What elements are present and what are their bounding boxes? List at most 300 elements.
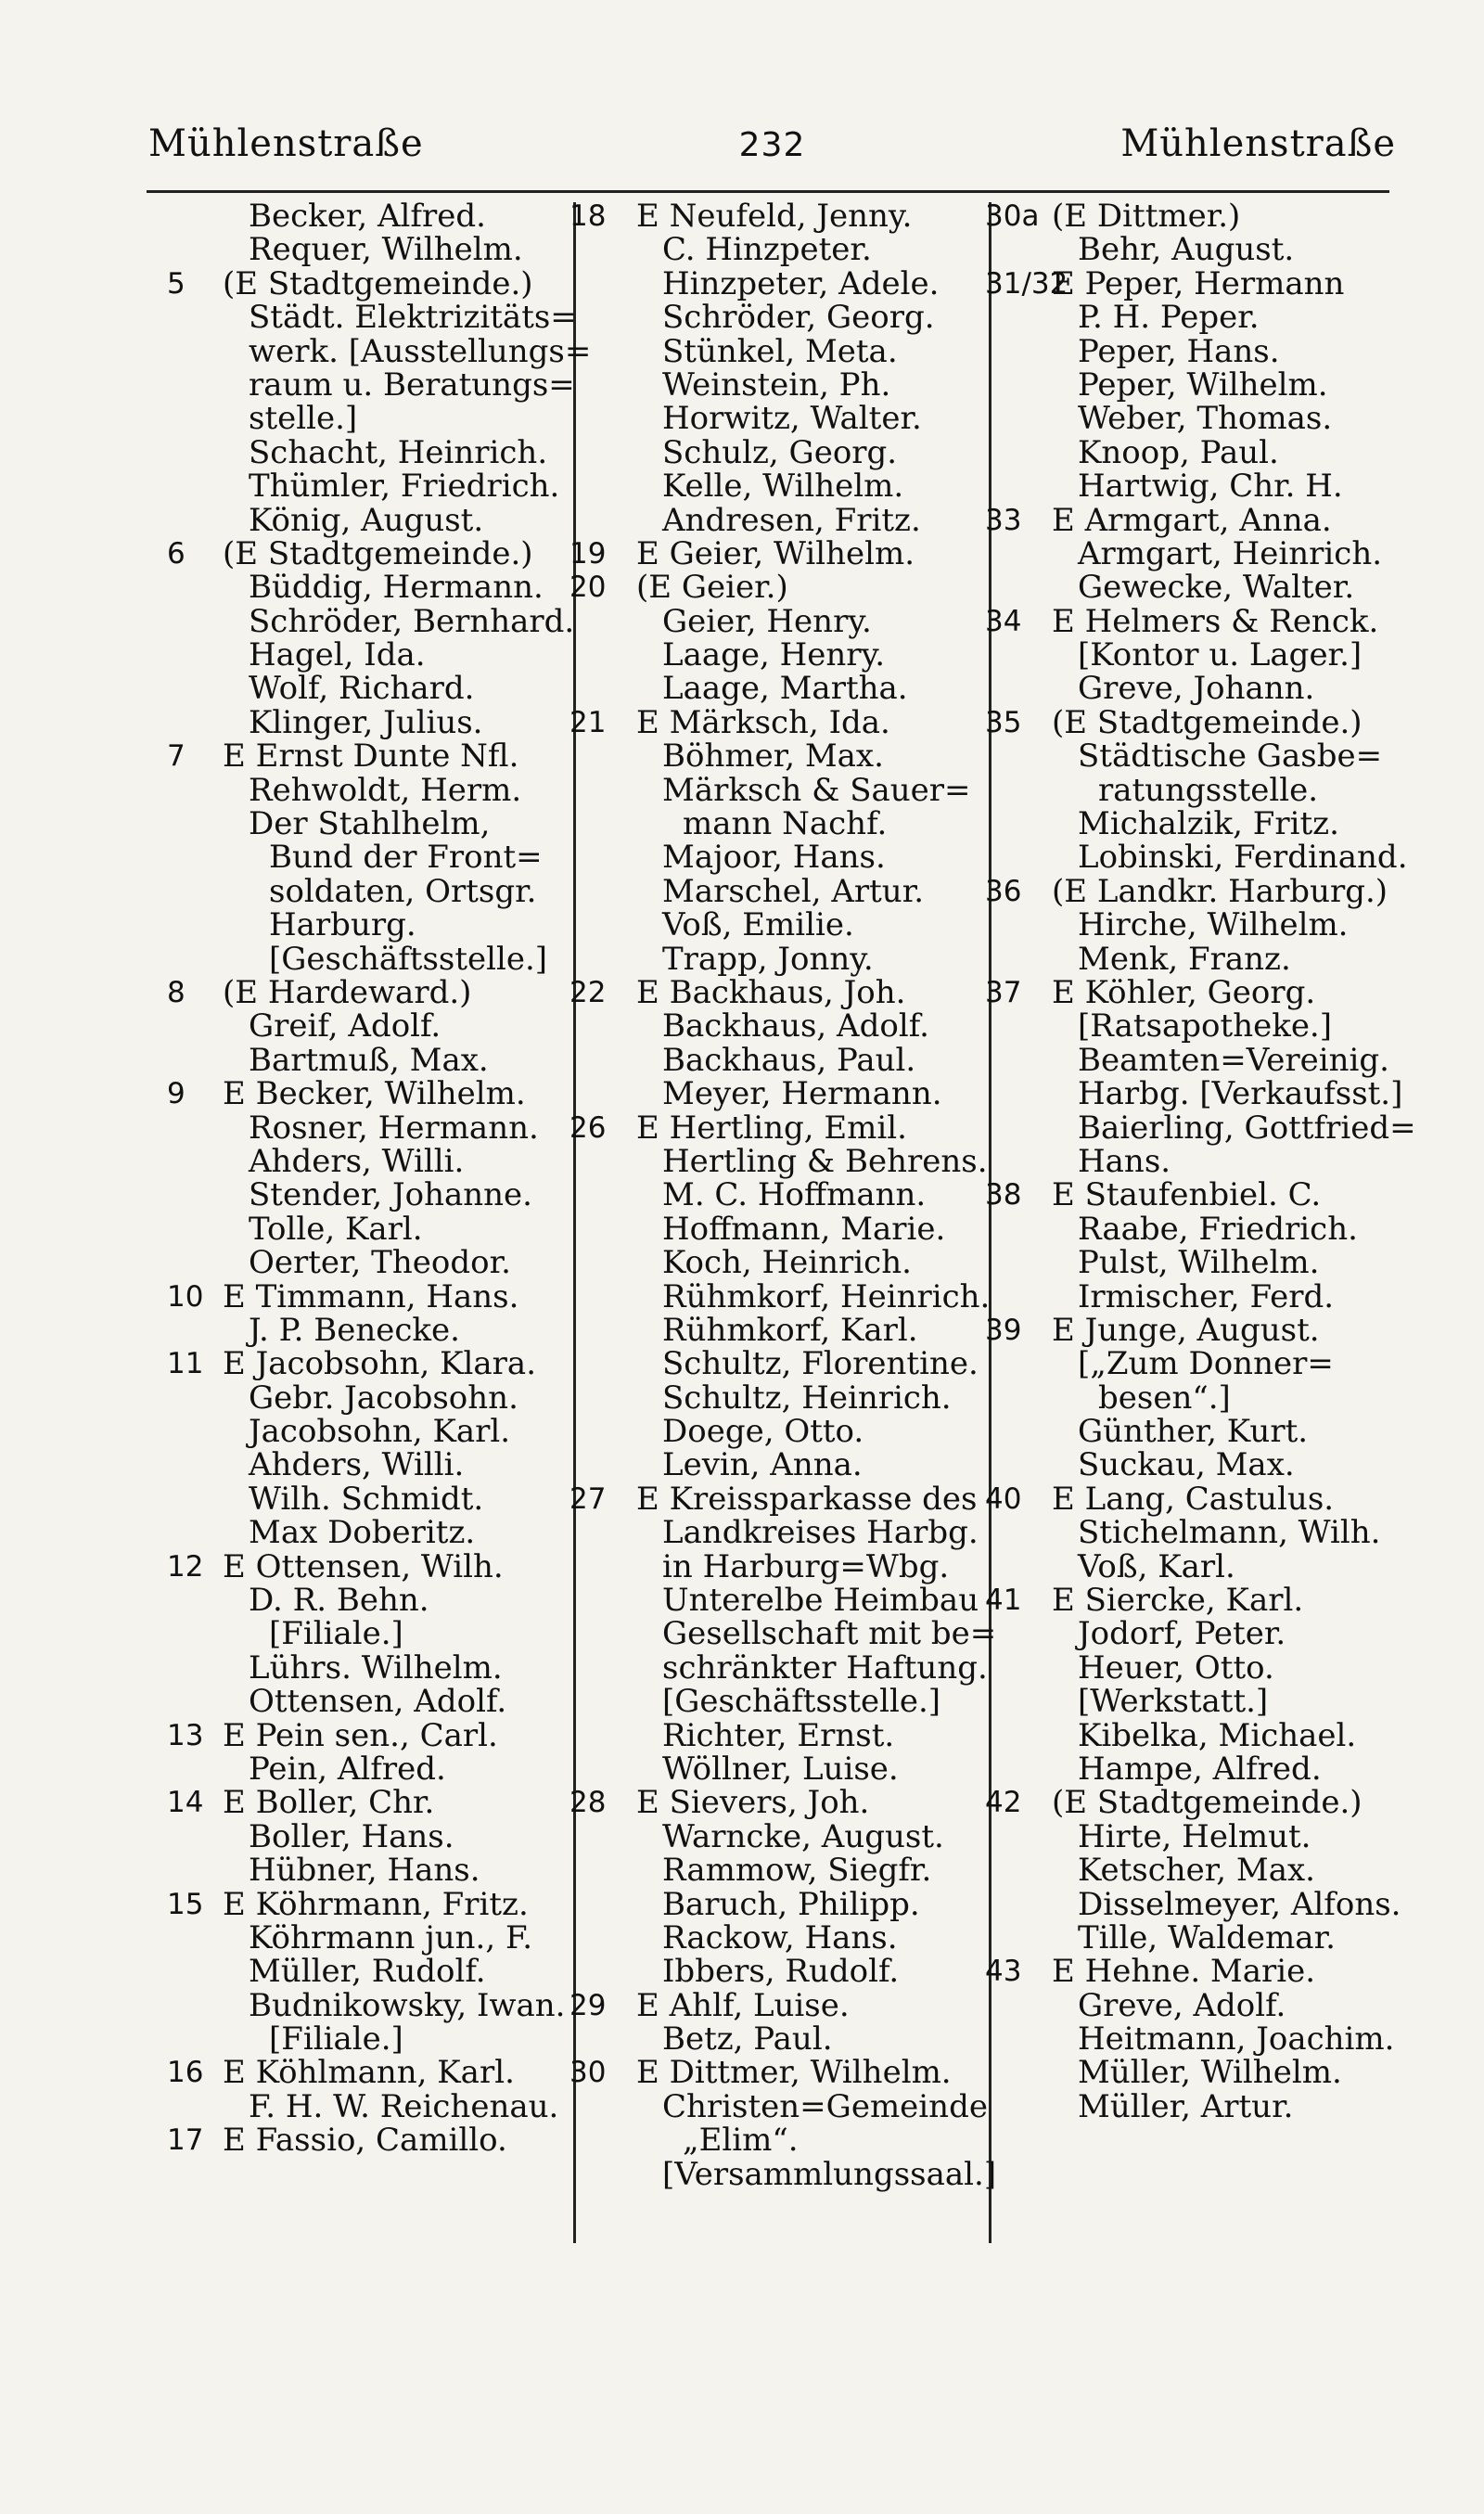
resident-name: Köhrmann jun., F.: [249, 1918, 533, 1956]
house-number: 21: [569, 705, 607, 739]
resident-name: ratungsstelle.: [1098, 771, 1319, 809]
resident-name: C. Hinzpeter.: [662, 231, 872, 269]
resident-name: Müller, Artur.: [1078, 2087, 1294, 2125]
directory-entry: [156, 569, 555, 607]
resident-name: Rammow, Siegfr.: [662, 1852, 932, 1890]
resident-name: Tolle, Karl.: [249, 1210, 423, 1248]
directory-entry: [156, 1075, 555, 1113]
directory-entry: [985, 501, 1393, 539]
directory-entry: [569, 670, 978, 708]
directory-entry: [985, 1716, 1393, 1754]
resident-name: E Pein sen., Carl.: [223, 1716, 498, 1754]
directory-entry: [985, 1683, 1393, 1721]
directory-entry: [156, 703, 555, 741]
directory-entry: [156, 805, 555, 843]
resident-name: „Elim“.: [683, 2122, 799, 2160]
directory-entry: [569, 638, 978, 672]
house-number: 27: [569, 1481, 607, 1516]
resident-name: Becker, Alfred.: [249, 198, 486, 235]
directory-entry: [156, 1345, 555, 1383]
resident-name: (E Landkr. Harburg.): [1052, 872, 1388, 910]
resident-name: E Helmers & Renck.: [1052, 602, 1379, 640]
directory-entry: [985, 569, 1393, 607]
directory-entry: [156, 1482, 555, 1516]
page-number: 232: [738, 126, 806, 164]
directory-entry: [985, 1142, 1393, 1180]
resident-name: Koch, Heinrich.: [662, 1244, 912, 1282]
directory-entry: [985, 1852, 1393, 1890]
resident-name: Städt. Elektrizitäts=: [249, 299, 577, 337]
resident-name: raum u. Beratungs=: [249, 366, 575, 404]
resident-name: Wöllner, Luise.: [662, 1750, 899, 1788]
directory-entry: [156, 1615, 555, 1653]
resident-name: [Kontor u. Lager.]: [1078, 636, 1362, 674]
directory-entry: [156, 638, 555, 672]
resident-name: [Filiale.]: [269, 1615, 403, 1653]
resident-name: Boller, Hans.: [249, 1817, 454, 1855]
house-number: 5: [167, 266, 186, 301]
directory-entry: [156, 1752, 555, 1786]
directory-entry: [569, 1547, 978, 1585]
resident-name: Landkreises Harbg.: [662, 1514, 979, 1552]
house-number: 43: [985, 1955, 1022, 1989]
directory-entry: [985, 231, 1393, 269]
resident-name: Ketscher, Max.: [1078, 1852, 1315, 1890]
house-number: 30a: [985, 199, 1040, 233]
directory-entry: [156, 973, 555, 1011]
resident-name: Jodorf, Peter.: [1078, 1615, 1286, 1653]
resident-name: Trapp, Jonny.: [662, 940, 874, 978]
resident-name: Horwitz, Walter.: [662, 400, 922, 438]
house-number: 22: [569, 975, 607, 1009]
directory-entry: [569, 1716, 978, 1754]
resident-name: E Ahlf, Luise.: [636, 1986, 850, 2024]
resident-name: E Hehne. Marie.: [1052, 1953, 1316, 1991]
resident-name: E Ernst Dunte Nfl.: [223, 738, 519, 776]
resident-name: E Boller, Chr.: [223, 1784, 435, 1822]
directory-entry: [985, 1413, 1393, 1451]
house-number: 9: [167, 1077, 186, 1111]
column-2: [569, 198, 997, 2193]
directory-entry: [156, 1547, 555, 1585]
house-number: 38: [985, 1178, 1022, 1212]
directory-entry: [156, 1178, 555, 1212]
resident-name: Marschel, Artur.: [662, 872, 925, 910]
directory-entry: [156, 1953, 555, 1991]
directory-entry: [156, 1111, 555, 1145]
directory-entry: [156, 1514, 555, 1552]
house-number: 37: [985, 975, 1022, 1009]
house-number: 15: [167, 1887, 204, 1921]
house-number: 19: [569, 536, 607, 571]
header-rule: [147, 190, 1389, 193]
resident-name: Lührs. Wilhelm.: [249, 1648, 503, 1687]
resident-name: Max Doberitz.: [249, 1514, 476, 1552]
resident-name: Voß, Emilie.: [662, 906, 854, 944]
resident-name: Warncke, August.: [662, 1817, 944, 1855]
directory-entry: [156, 1413, 555, 1451]
resident-name: E Ottensen, Wilh.: [223, 1547, 504, 1585]
resident-name: Rackow, Hans.: [662, 1918, 898, 1956]
directory-entry: [569, 1041, 978, 1079]
resident-name: E Dittmer, Wilhelm.: [636, 2054, 952, 2092]
directory-entry: [985, 1953, 1393, 1991]
directory-entry: [569, 1514, 979, 1552]
resident-name: Gebr. Jacobsohn.: [249, 1379, 518, 1417]
directory-entry: [156, 1716, 555, 1754]
resident-name: schränkter Haftung.: [662, 1648, 988, 1687]
resident-name: (E Hardeward.): [223, 973, 472, 1011]
directory-entry: [985, 199, 1393, 233]
resident-name: E Geier, Wilhelm.: [636, 534, 915, 572]
directory-entry: [985, 264, 1393, 302]
directory-entry: [156, 1852, 555, 1890]
directory-entry: [156, 1986, 566, 2024]
resident-name: Weber, Thomas.: [1078, 400, 1333, 438]
resident-name: Requer, Wilhelm.: [249, 231, 523, 269]
resident-name: Kelle, Wilhelm.: [662, 468, 904, 506]
directory-entry: [156, 1142, 555, 1180]
directory-entry: [569, 1648, 988, 1687]
directory-entry: [569, 264, 978, 302]
directory-entry: [985, 1885, 1401, 1923]
directory-entry: [569, 1381, 978, 1415]
resident-name: Der Stahlhelm,: [249, 805, 491, 843]
directory-entry: [156, 2054, 555, 2092]
house-number: 42: [985, 1786, 1022, 1820]
house-number: 41: [985, 1584, 1022, 1618]
house-number: 39: [985, 1313, 1022, 1347]
directory-entry: [985, 940, 1393, 978]
directory-entry: [985, 1648, 1393, 1687]
resident-name: Klinger, Julius.: [249, 703, 483, 741]
directory-entry: [569, 1277, 991, 1315]
directory-entry: [985, 638, 1393, 672]
directory-entry: [569, 1413, 978, 1451]
house-number: 12: [167, 1549, 204, 1584]
resident-name: Rühmkorf, Heinrich.: [662, 1277, 991, 1315]
directory-entry: [985, 2020, 1395, 2059]
directory-entry: [569, 199, 978, 233]
resident-name: Harbg. [Verkaufsst.]: [1078, 1075, 1403, 1113]
resident-name: Böhmer, Max.: [662, 738, 884, 776]
resident-name: Peper, Hans.: [1078, 332, 1280, 370]
directory-entry: [569, 400, 978, 438]
house-number: 40: [985, 1481, 1022, 1516]
directory-entry: [156, 400, 555, 438]
resident-name: Backhaus, Adolf.: [662, 1007, 929, 1045]
directory-entry: [985, 670, 1393, 708]
directory-entry: [156, 1244, 555, 1282]
directory-entry: [985, 602, 1393, 640]
directory-entry: [985, 299, 1393, 337]
directory-entry: [569, 2087, 988, 2125]
resident-name: Wilh. Schmidt.: [249, 1480, 484, 1518]
resident-name: Schacht, Heinrich.: [249, 433, 548, 471]
directory-entry: [569, 569, 978, 607]
resident-name: Büddig, Hermann.: [249, 569, 544, 607]
resident-name: mann Nachf.: [683, 805, 888, 843]
directory-entry: [569, 940, 978, 978]
directory-entry: [569, 771, 978, 809]
resident-name: Schröder, Georg.: [662, 299, 935, 337]
directory-entry: [985, 1817, 1393, 1855]
resident-name: Heuer, Otto.: [1078, 1648, 1274, 1687]
resident-name: Tille, Waldemar.: [1078, 1918, 1336, 1956]
resident-name: Greve, Johann.: [1078, 670, 1315, 708]
resident-name: Budnikowsky, Iwan.: [249, 1986, 566, 2024]
directory-entry: [156, 501, 555, 539]
directory-entry: [985, 1547, 1393, 1585]
header-street-left: Mühlenstraße: [148, 122, 424, 165]
directory-entry: [569, 1142, 988, 1180]
directory-entry: [156, 264, 555, 302]
directory-entry: [156, 1212, 555, 1246]
resident-name: E Staufenbiel. C.: [1052, 1176, 1322, 1214]
directory-entry: [569, 973, 978, 1011]
resident-name: Rosner, Hermann.: [249, 1109, 539, 1147]
resident-name: Pein, Alfred.: [249, 1750, 446, 1788]
resident-name: Hampe, Alfred.: [1078, 1750, 1322, 1788]
directory-entry: [156, 940, 555, 978]
resident-name: Wolf, Richard.: [249, 670, 475, 708]
directory-entry: [985, 1311, 1393, 1349]
resident-name: Pulst, Wilhelm.: [1078, 1244, 1320, 1282]
directory-entry: [569, 602, 978, 640]
resident-name: soldaten, Ortsgr.: [269, 872, 537, 910]
directory-entry: [569, 433, 978, 471]
resident-name: Disselmeyer, Alfons.: [1078, 1885, 1401, 1923]
directory-entry: [569, 501, 978, 539]
directory-entry: [569, 1885, 978, 1923]
house-number: 7: [167, 739, 186, 774]
directory-entry: [156, 199, 555, 233]
house-number: 10: [167, 1279, 204, 1314]
resident-name: Greve, Adolf.: [1078, 1986, 1286, 2024]
resident-name: Suckau, Max.: [1078, 1446, 1295, 1484]
resident-name: Voß, Karl.: [1078, 1547, 1235, 1585]
directory-entry: [156, 1009, 555, 1043]
resident-name: Gewecke, Walter.: [1078, 569, 1355, 607]
resident-name: Hans.: [1078, 1142, 1171, 1180]
directory-entry: [985, 703, 1393, 741]
directory-entry: [569, 1075, 978, 1113]
resident-name: Märksch & Sauer=: [662, 771, 971, 809]
directory-entry: [156, 2087, 559, 2125]
house-number: 16: [167, 2056, 204, 2090]
directory-entry: [985, 433, 1393, 471]
directory-entry: [569, 738, 978, 776]
resident-name: Ibbers, Rudolf.: [662, 1953, 900, 1991]
directory-entry: [156, 433, 555, 471]
directory-entry: [985, 1514, 1393, 1552]
resident-name: Backhaus, Paul.: [662, 1041, 916, 1079]
directory-entry: [156, 1582, 555, 1620]
column-3: [985, 198, 1416, 2125]
header-street-right: Mühlenstraße: [1120, 122, 1396, 165]
resident-name: E Peper, Hermann: [1052, 264, 1345, 302]
resident-name: Ottensen, Adolf.: [249, 1683, 507, 1721]
resident-name: Baierling, Gottfried=: [1078, 1109, 1416, 1147]
directory-entry: [569, 1212, 978, 1246]
resident-name: Bund der Front=: [269, 839, 543, 877]
directory-entry: [156, 1784, 555, 1822]
directory-entry: [985, 738, 1393, 776]
directory-entry: [985, 468, 1393, 506]
directory-entry: [985, 908, 1393, 942]
directory-entry: [156, 1446, 555, 1484]
resident-name: E Junge, August.: [1052, 1311, 1320, 1349]
directory-entry: [985, 2054, 1393, 2092]
resident-name: [Versammlungssaal.]: [662, 2155, 997, 2193]
house-number: 31/32: [985, 266, 1068, 301]
resident-name: Levin, Anna.: [662, 1446, 863, 1484]
house-number: 29: [569, 1988, 607, 2022]
resident-name: E Köhler, Georg.: [1052, 973, 1316, 1011]
resident-name: Baruch, Philipp.: [662, 1885, 920, 1923]
resident-name: Müller, Rudolf.: [249, 1953, 486, 1991]
resident-name: Hagel, Ida.: [249, 636, 426, 674]
directory-entry: [569, 839, 978, 877]
directory-entry: [156, 738, 555, 776]
directory-entry: [156, 1311, 555, 1349]
resident-name: E Armgart, Anna.: [1052, 501, 1332, 539]
resident-name: [Geschäftsstelle.]: [662, 1683, 941, 1721]
directory-entry: [156, 1817, 555, 1855]
directory-entry: [569, 1482, 978, 1516]
directory-entry: [156, 332, 592, 370]
directory-entry: [156, 468, 560, 506]
resident-name: Hertling & Behrens.: [662, 1142, 988, 1180]
resident-name: (E Dittmer.): [1052, 198, 1241, 235]
directory-entry: [156, 231, 555, 269]
resident-name: Andresen, Fritz.: [662, 501, 921, 539]
house-number: 20: [569, 571, 607, 605]
directory-entry: [156, 1885, 555, 1923]
directory-entry: [985, 1178, 1393, 1212]
resident-name: (E Stadtgemeinde.): [223, 264, 533, 302]
resident-name: Bartmuß, Max.: [249, 1041, 489, 1079]
resident-name: Majoor, Hans.: [662, 839, 886, 877]
resident-name: Harburg.: [269, 906, 416, 944]
resident-name: stelle.]: [249, 400, 358, 438]
directory-entry: [985, 1986, 1393, 2024]
resident-name: Rehwoldt, Herm.: [249, 771, 522, 809]
house-number: 26: [569, 1110, 607, 1145]
resident-name: Hübner, Hans.: [249, 1852, 480, 1890]
resident-name: D. R. Behn.: [249, 1582, 429, 1620]
directory-entry: [569, 1918, 978, 1956]
directory-entry: [156, 908, 555, 942]
house-number: 33: [985, 503, 1022, 537]
directory-entry: [569, 2020, 978, 2059]
resident-name: Raabe, Friedrich.: [1078, 1210, 1358, 1248]
directory-entry: [569, 2054, 978, 2092]
resident-name: Hartwig, Chr. H.: [1078, 468, 1343, 506]
resident-name: Beamten=Vereinig.: [1078, 1041, 1389, 1079]
resident-name: Müller, Wilhelm.: [1078, 2054, 1342, 2092]
resident-name: Weinstein, Ph.: [662, 366, 891, 404]
house-number: 36: [985, 874, 1022, 908]
resident-name: Schultz, Florentine.: [662, 1345, 979, 1383]
resident-name: Schulz, Georg.: [662, 433, 898, 471]
resident-name: Thümler, Friedrich.: [249, 468, 560, 506]
directory-entry: [985, 1582, 1393, 1620]
resident-name: werk. [Ausstellungs=: [249, 332, 592, 370]
resident-name: Meyer, Hermann.: [662, 1075, 942, 1113]
directory-entry: [985, 839, 1408, 877]
resident-name: E Fassio, Camillo.: [223, 2122, 507, 2160]
directory-entry: [569, 872, 978, 910]
house-number: 14: [167, 1786, 204, 1820]
resident-name: Christen=Gemeinde: [662, 2087, 988, 2125]
resident-name: E Hertling, Emil.: [636, 1109, 907, 1147]
resident-name: Oerter, Theodor.: [249, 1244, 511, 1282]
resident-name: Behr, August.: [1078, 231, 1295, 269]
directory-entry: [156, 1918, 555, 1956]
resident-name: Ahders, Willi.: [249, 1446, 465, 1484]
directory-entry: [569, 1111, 978, 1145]
directory-entry: [985, 1615, 1393, 1653]
directory-entry: [569, 1582, 979, 1620]
resident-name: Unterelbe Heimbau: [662, 1582, 979, 1620]
directory-entry: [569, 1986, 978, 2024]
directory-entry: [156, 1277, 555, 1315]
resident-name: Günther, Kurt.: [1078, 1413, 1309, 1451]
directory-entry: [985, 973, 1393, 1011]
directory-entry: [985, 534, 1393, 572]
directory-entry: [985, 1277, 1393, 1315]
resident-name: Hirte, Helmut.: [1078, 1817, 1311, 1855]
resident-name: J. P. Benecke.: [249, 1311, 460, 1349]
resident-name: Stünkel, Meta.: [662, 332, 898, 370]
resident-name: [Filiale.]: [269, 2020, 403, 2059]
directory-entry: [569, 1752, 978, 1786]
resident-name: Ahders, Willi.: [249, 1142, 465, 1180]
directory-entry: [569, 1009, 978, 1043]
directory-entry: [569, 1345, 979, 1383]
directory-entry: [985, 332, 1393, 370]
directory-entry: [985, 1009, 1393, 1043]
resident-name: Lobinski, Ferdinand.: [1078, 839, 1408, 877]
directory-entry: [156, 1683, 555, 1721]
resident-name: E Sievers, Joh.: [636, 1784, 870, 1822]
resident-name: E Timmann, Hans.: [223, 1277, 519, 1315]
directory-entry: [569, 2122, 978, 2160]
directory-entry: [985, 1041, 1393, 1079]
resident-name: Richter, Ernst.: [662, 1716, 895, 1754]
directory-entry: [985, 368, 1393, 402]
directory-entry: [156, 602, 575, 640]
resident-name: Kibelka, Michael.: [1078, 1716, 1357, 1754]
resident-name: Geier, Henry.: [662, 602, 872, 640]
resident-name: E Neufeld, Jenny.: [636, 198, 913, 235]
resident-name: Stichelmann, Wilh.: [1078, 1514, 1381, 1552]
directory-entry: [156, 2020, 555, 2059]
directory-entry: [569, 1817, 978, 1855]
resident-name: (E Stadtgemeinde.): [1052, 703, 1362, 741]
house-number: 17: [167, 2123, 204, 2158]
resident-name: Menk, Franz.: [1078, 940, 1291, 978]
directory-entry: [569, 1683, 978, 1721]
resident-name: Peper, Wilhelm.: [1078, 366, 1328, 404]
resident-name: [Ratsapotheke.]: [1078, 1007, 1333, 1045]
resident-name: [„Zum Donner=: [1078, 1345, 1334, 1383]
resident-name: Doege, Otto.: [662, 1413, 864, 1451]
directory-entry: [569, 1244, 978, 1282]
directory-entry: [985, 1446, 1393, 1484]
directory-entry: [569, 1852, 978, 1890]
